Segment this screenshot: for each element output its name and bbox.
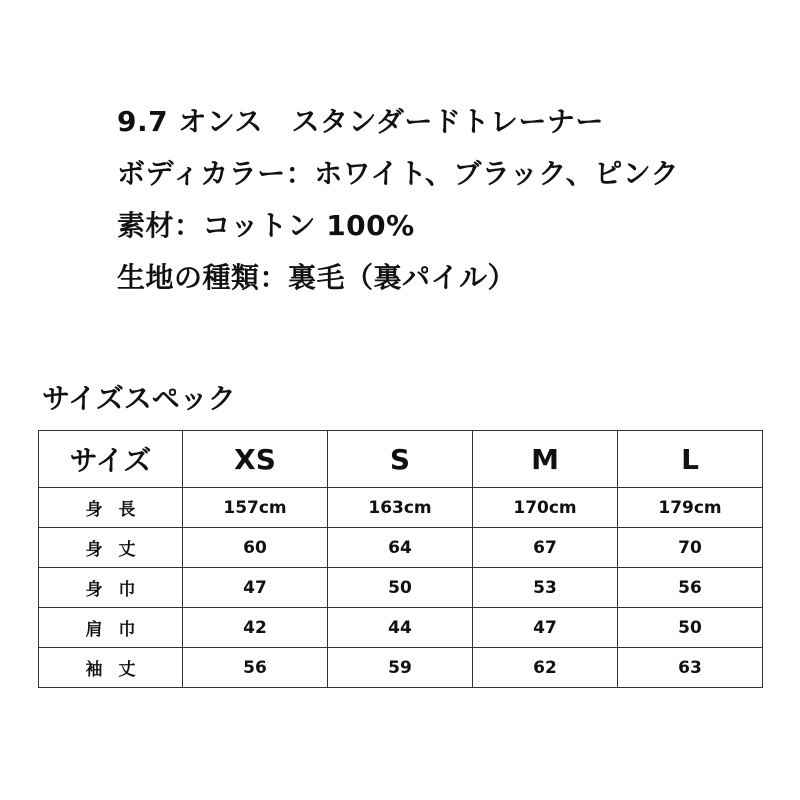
table-cell: 67 (473, 528, 618, 568)
table-cell: 42 (183, 608, 328, 648)
row-label: 肩巾 (39, 608, 183, 648)
size-spec-table (38, 430, 763, 688)
table-row-body-length (39, 528, 763, 568)
row-label: 袖丈 (39, 648, 183, 688)
table-cell: 63 (618, 648, 763, 688)
table-row-body-width (39, 568, 763, 608)
material: 素材：コットン 100% (117, 209, 415, 242)
table-cell: 179cm (618, 488, 763, 528)
header-size-s: S (328, 431, 473, 488)
table-cell: 60 (183, 528, 328, 568)
table-cell: 163cm (328, 488, 473, 528)
table-row-shoulder-width (39, 608, 763, 648)
product-name: 9.7 オンス スタンダードトレーナー (117, 105, 604, 138)
body-colors: ボディカラー：ホワイト、ブラック、ピンク (117, 157, 680, 190)
table-cell: 50 (328, 568, 473, 608)
table-cell: 56 (618, 568, 763, 608)
table-cell: 56 (183, 648, 328, 688)
row-label: 身長 (39, 488, 183, 528)
table-cell: 53 (473, 568, 618, 608)
table-row-height (39, 488, 763, 528)
table-row-sleeve-length (39, 648, 763, 688)
table-cell: 170cm (473, 488, 618, 528)
table-cell: 59 (328, 648, 473, 688)
table-cell: 157cm (183, 488, 328, 528)
table-cell: 70 (618, 528, 763, 568)
header-size-label: サイズ (39, 431, 183, 488)
row-label: 身丈 (39, 528, 183, 568)
table-cell: 47 (183, 568, 328, 608)
product-description (117, 96, 679, 304)
header-size-l: L (618, 431, 763, 488)
table-header-row (39, 431, 763, 488)
header-size-xs: XS (183, 431, 328, 488)
table-cell: 50 (618, 608, 763, 648)
size-spec-heading: サイズスペック (42, 382, 236, 415)
row-label: 身巾 (39, 568, 183, 608)
table-cell: 47 (473, 608, 618, 648)
header-size-m: M (473, 431, 618, 488)
fabric-type: 生地の種類：裏毛（裏パイル） (117, 261, 517, 294)
table-cell: 44 (328, 608, 473, 648)
table-cell: 64 (328, 528, 473, 568)
table-cell: 62 (473, 648, 618, 688)
